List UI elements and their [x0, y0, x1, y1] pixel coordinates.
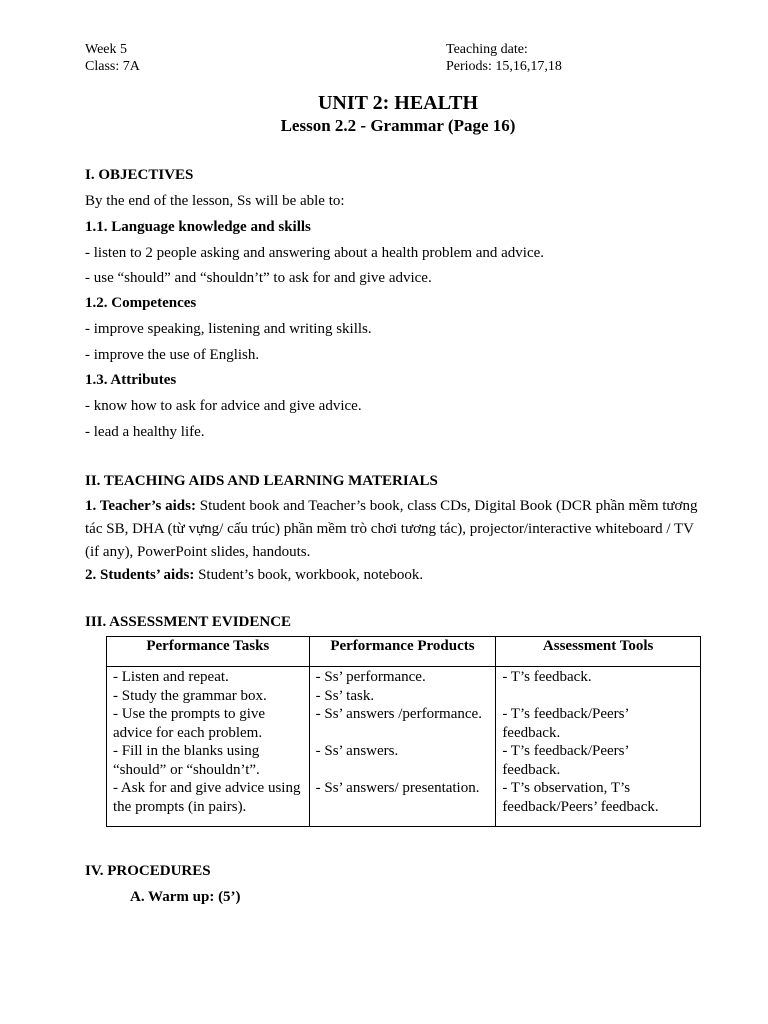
- tool-line: - T’s feedback/Peers’: [502, 706, 630, 722]
- task-line: - Use the prompts to give: [113, 706, 266, 722]
- product-line: - Ss’ performance.: [315, 669, 426, 685]
- task-line: - Study the grammar box.: [113, 687, 267, 704]
- materials-heading: II. TEACHING AIDS AND LEARNING MATERIALS: [85, 473, 438, 489]
- product-line: - Ss’ answers.: [315, 743, 399, 759]
- objective-item: - listen to 2 people asking and answering about a health problem and advice.: [85, 245, 545, 261]
- objective-item: - know how to ask for advice and give advice.: [85, 398, 362, 414]
- task-line: advice for each problem.: [113, 724, 263, 741]
- table-row: [107, 667, 701, 827]
- tool-line: feedback.: [502, 724, 561, 741]
- column-header: Performance Tasks: [107, 637, 310, 667]
- teacher-aids-label: 1. Teacher’s aids:: [85, 498, 196, 514]
- product-line: - Ss’ task.: [315, 687, 375, 704]
- periods-label: Periods: 15,16,17,18: [446, 59, 562, 74]
- objectives-intro: By the end of the lesson, Ss will be able to:: [85, 193, 345, 209]
- teacher-aids-text: Student book and Teacher’s book, class CDs, Digital Book (DCR phần mềm tương tác SB, DHA (từ vựng/ cấu trúc) phần mềm trò chơi tương tác), projector/interactive whiteboard / TV (if any), PowerPoint slides, handouts.: [85, 498, 698, 560]
- task-line: - Fill in the blanks using: [113, 743, 260, 759]
- task-line: “should” or “shouldn’t”.: [113, 761, 260, 778]
- week-label: Week 5: [85, 42, 128, 57]
- objective-item: - lead a healthy life.: [85, 424, 205, 440]
- tool-line: - T’s feedback.: [502, 669, 592, 685]
- objective-item: - use “should” and “shouldn’t” to ask for and give advice.: [85, 270, 432, 286]
- product-line: - Ss’ answers/ presentation.: [315, 780, 480, 796]
- students-aids-paragraph: [85, 564, 710, 587]
- tool-line: - T’s observation, T’s: [502, 780, 631, 796]
- assessment-heading: III. ASSESSMENT EVIDENCE: [85, 614, 292, 630]
- warm-up-heading: A. Warm up: (5’): [130, 889, 241, 905]
- performance-tasks-cell: [107, 667, 310, 827]
- assessment-table: [106, 636, 701, 827]
- blank-line: [316, 724, 490, 743]
- lesson-title: Lesson 2.2 - Grammar (Page 16): [280, 116, 516, 135]
- objective-item: - improve the use of English.: [85, 347, 260, 363]
- attributes-heading: 1.3. Attributes: [85, 372, 177, 388]
- performance-products-cell: [309, 667, 496, 827]
- assessment-tools-cell: [496, 667, 701, 827]
- task-line: - Ask for and give advice using: [113, 780, 301, 796]
- tool-line: feedback/Peers’ feedback.: [502, 798, 659, 815]
- blank-line: [502, 687, 694, 706]
- teaching-date-label: Teaching date:: [446, 42, 528, 57]
- unit-title: UNIT 2: HEALTH: [317, 92, 479, 114]
- objectives-heading: I. OBJECTIVES: [85, 167, 194, 183]
- tool-line: - T’s feedback/Peers’: [502, 743, 630, 759]
- students-aids-label: 2. Students’ aids:: [85, 567, 195, 583]
- students-aids-text: Student’s book, workbook, notebook.: [194, 567, 424, 583]
- competences-heading: 1.2. Competences: [85, 295, 197, 311]
- teacher-aids-paragraph: [85, 495, 710, 564]
- procedures-heading: IV. PROCEDURES: [85, 863, 211, 879]
- objective-item: - improve speaking, listening and writing skills.: [85, 321, 372, 337]
- task-line: - Listen and repeat.: [113, 669, 229, 685]
- blank-line: [316, 761, 490, 780]
- language-skills-heading: 1.1. Language knowledge and skills: [85, 219, 311, 235]
- class-label: Class: 7A: [85, 59, 140, 74]
- product-line: - Ss’ answers /performance.: [315, 706, 482, 722]
- table-header-row: [107, 637, 701, 667]
- column-header: Assessment Tools: [496, 637, 701, 667]
- column-header: Performance Products: [309, 637, 496, 667]
- task-line: the prompts (in pairs).: [113, 798, 247, 815]
- tool-line: feedback.: [502, 761, 561, 778]
